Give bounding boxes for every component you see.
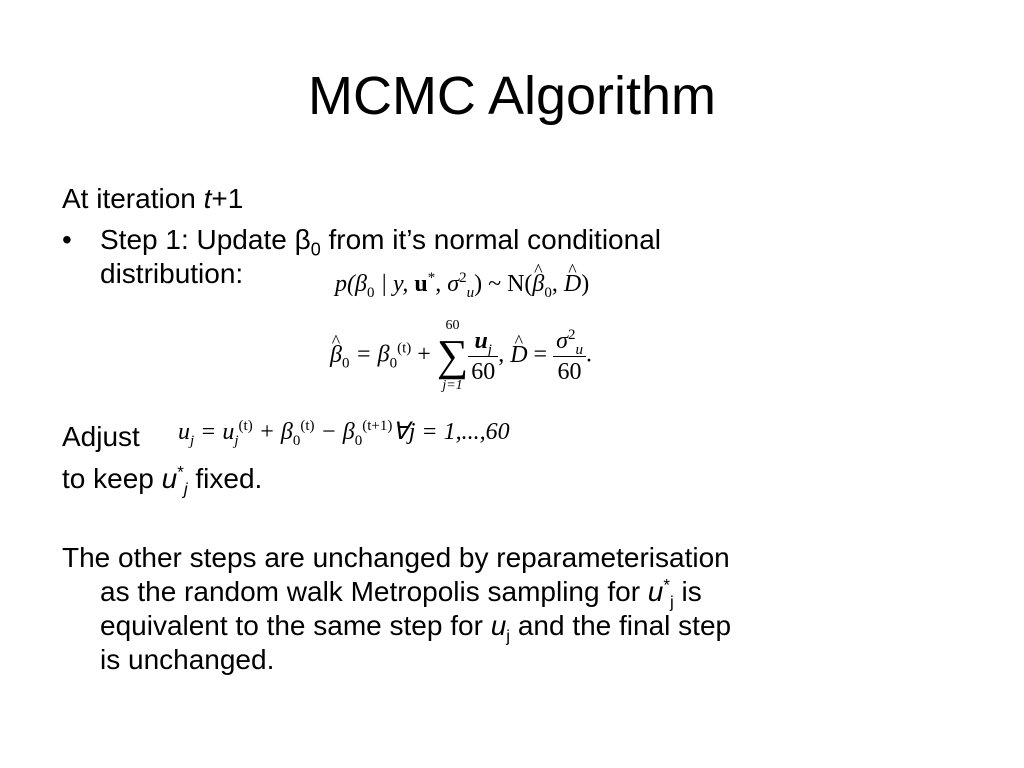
fraction-sigma: $\frac{\sigma^2_u}{60}$ (553, 327, 586, 386)
paragraph-line3: equivalent to the same step for $u_j$ and the final step (100, 610, 732, 646)
conditional-distribution-equation: $p(\beta_0$ | y, u*, $\sigma^2_u$) ~ N(^ $\beta_0$, ^ D) (335, 270, 589, 298)
paragraph-line4: is unchanged. (100, 644, 275, 675)
adjust-label: Adjust (62, 421, 140, 452)
paragraph-line1: The other steps are unchanged by reparameterisation (62, 542, 730, 573)
fraction-uj: $\frac{u_j}{60}$ (468, 327, 498, 386)
iteration-line: At iteration t+1 (62, 183, 244, 214)
step1-line1: Step 1: Update $\beta_0$ from it’s normal conditional (100, 224, 661, 260)
posterior-mean-equation: ^ $\beta_0 = \beta_0^{(t)} + 60$ ∑ j=1 $\frac{u_j}{60}$ , ^ D = $\frac{\sigma^2_u}{60}$ . (330, 318, 592, 394)
bullet: • (62, 224, 72, 255)
step1-line2: distribution: (100, 258, 244, 289)
slide-title: MCMC Algorithm (307, 66, 717, 126)
adjust-equation: $u_j = u_j^{(t)} + \beta_0^{(t)}$ − $\beta_0^{(t+1)}\forall j = 1,...,60$ (178, 418, 510, 449)
paragraph-line2: as the random walk Metropolis sampling for $u^*_j$ is (100, 575, 702, 612)
summation: 60 ∑ j=1 (436, 318, 469, 393)
keep-fixed-line: to keep $u^*_j$ fixed. (62, 462, 263, 499)
